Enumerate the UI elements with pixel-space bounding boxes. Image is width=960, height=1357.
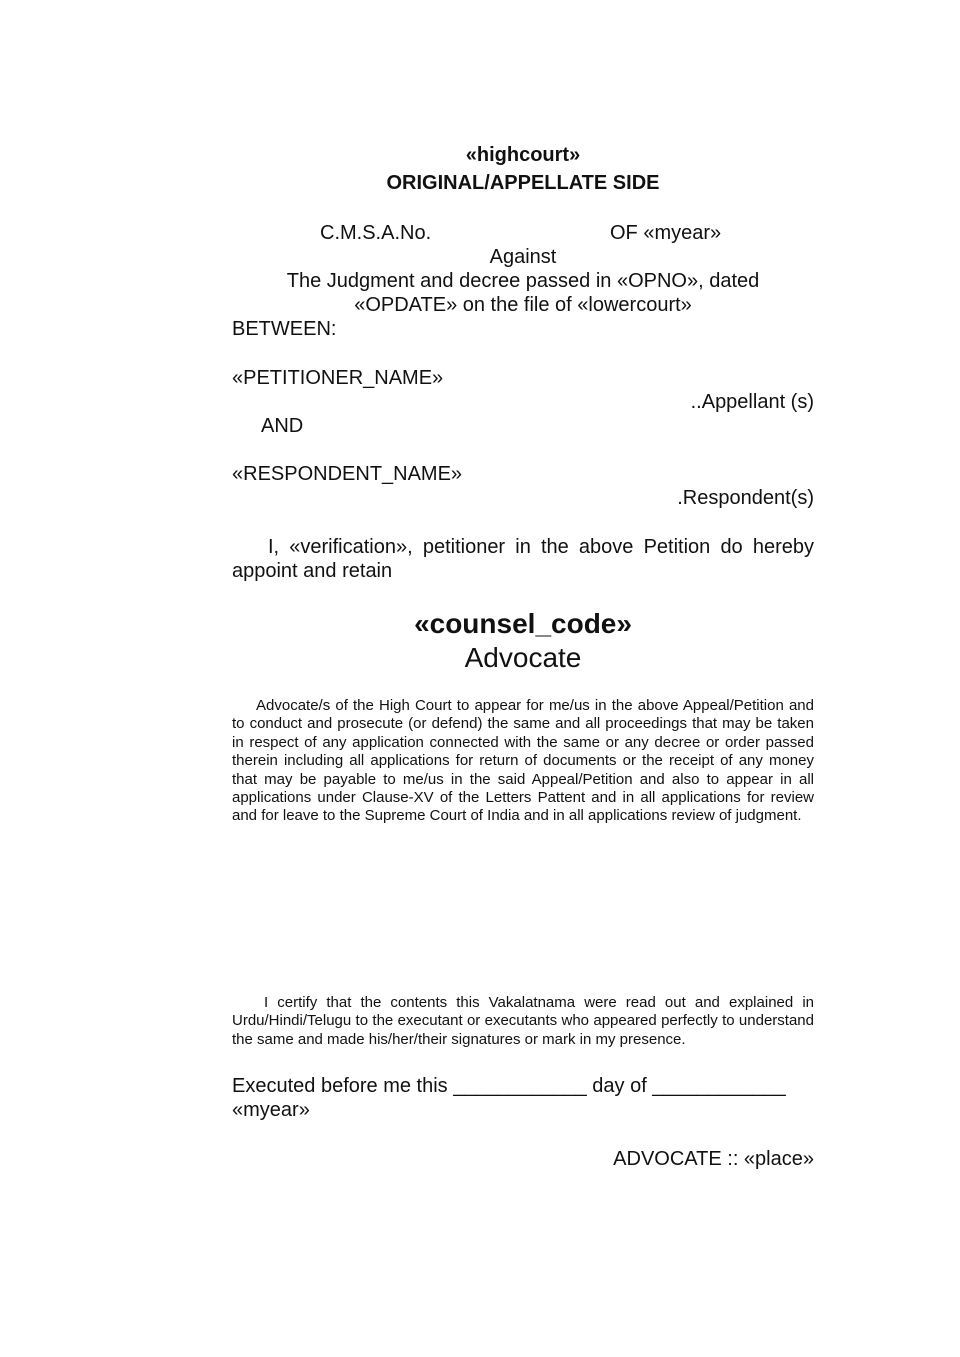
executed-line: Executed before me this ____________ day of ____________ <box>232 1075 786 1097</box>
against-label: Against <box>489 246 557 268</box>
certification-paragraph: I certify that the contents this Vakalatnama were read out and explained in Urdu/Hindi/Telugu to the executant or executants who appeared perfectly to understand the same and made his/her/their signatures or mark in my presence. <box>232 994 814 1048</box>
respondent-label: .Respondent(s) <box>677 487 814 509</box>
petitioner-name: «PETITIONER_NAME» <box>232 367 444 389</box>
appellant-label: ..Appellant (s) <box>690 391 814 413</box>
counsel-code: «counsel_code» <box>414 608 632 639</box>
judgment-line-2: «OPDATE» on the file of «lowercourt» <box>354 294 692 316</box>
side-title: ORIGINAL/APPELLATE SIDE <box>386 172 660 194</box>
authority-paragraph: Advocate/s of the High Court to appear for me/us in the above Appeal/Petition and to conduct and prosecute (or defend) the same and all proceedings that may be taken in respect of any application connected with the same or any decree or order passed therein including all applications for return of documents or the receipt of any money that may be payable to me/us in the said Appeal/Petition and also to appear in all applications under Clause-XV of the Letters Pattent and in all applications for review and for leave to the Supreme Court of India and in all applications review of judgment. <box>232 697 814 825</box>
case-year-label: OF «myear» <box>610 222 722 244</box>
judgment-line-1: The Judgment and decree passed in «OPNO», dated <box>286 270 760 292</box>
advocate-signature: ADVOCATE :: «place» <box>613 1148 814 1170</box>
respondent-name: «RESPONDENT_NAME» <box>232 463 463 485</box>
advocate-title: Advocate <box>464 642 582 673</box>
executed-year: «myear» <box>232 1099 310 1121</box>
high-court-title: «highcourt» <box>465 144 581 166</box>
and-label: AND <box>261 415 304 437</box>
between-label: BETWEEN: <box>232 318 337 340</box>
case-number-label: C.M.S.A.No. <box>320 222 432 244</box>
appointment-paragraph: I, «verification», petitioner in the above Petition do hereby appoint and retain <box>232 536 814 582</box>
